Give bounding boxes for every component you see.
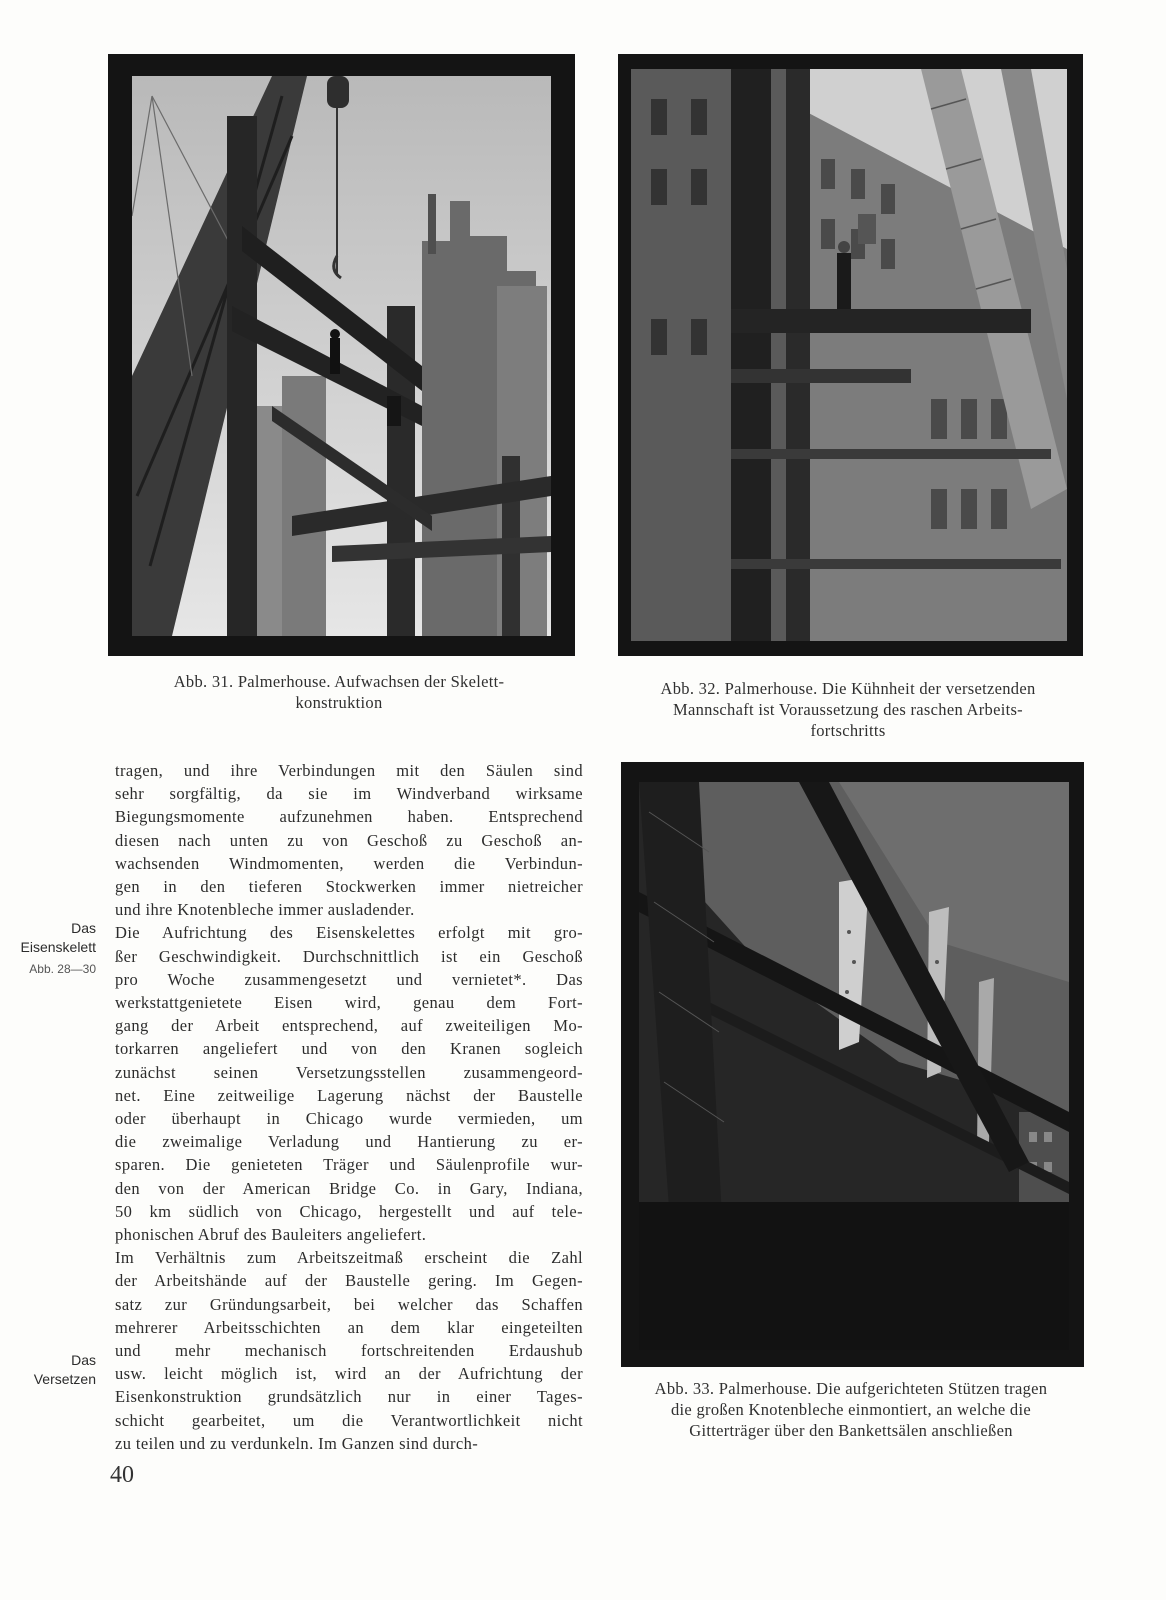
figure-31-photo <box>108 54 575 656</box>
text-line: 50 km südlich von Chicago, hergestellt und auf tele- <box>115 1201 583 1221</box>
margin-note-eisenskelett <box>21 919 96 979</box>
caption-line: Abb. 31. Palmerhouse. Aufwachsen der Skelett- <box>173 672 505 691</box>
text-line: satz zur Gründungsarbeit, bei welcher das Schaffen <box>115 1294 583 1314</box>
figure-32-caption <box>614 678 1082 741</box>
text-line: die zweimalige Verladung und Hantierung zu er- <box>115 1132 583 1152</box>
text-line: diesen nach unten zu von Geschoß zu Geschoß an- <box>115 830 583 850</box>
figure-31-image <box>132 76 551 636</box>
text-line: net. Eine zeitweilige Lagerung nächst der Baustelle <box>115 1085 583 1105</box>
text-line: der Arbeitshände auf der Baustelle gering. Im Gegen- <box>115 1271 583 1291</box>
caption-line: Mannschaft ist Voraussetzung des raschen Arbeits- <box>673 700 1023 719</box>
caption-line: die großen Knotenbleche einmontiert, an welche die <box>671 1400 1031 1419</box>
figure-33-image <box>639 782 1069 1350</box>
text-line: gang der Arbeit entsprechend, auf zweiteiligen Mo- <box>115 1016 583 1036</box>
text-line: gen in den tieferen Stockwerken immer nietreicher <box>115 877 583 897</box>
text-line: usw. leicht möglich ist, wird an der Aufrichtung der <box>115 1364 583 1384</box>
margin-note-title: Versetzen <box>33 1371 96 1387</box>
figure-31-caption <box>125 671 553 713</box>
text-line: Im Verhältnis zum Arbeitszeitmaß erscheint die Zahl <box>115 1248 583 1268</box>
figure-33-photo <box>621 762 1084 1367</box>
text-line: schicht gearbeitet, um die Verantwortlichkeit nicht <box>115 1410 583 1430</box>
text-line: sehr sorgfältig, da sie im Windverband wirksame <box>115 784 583 804</box>
figure-32-photo <box>618 54 1083 656</box>
margin-note-title: Das <box>71 920 96 936</box>
text-line: oder überhaupt in Chicago wurde vermieden, um <box>115 1109 583 1129</box>
text-line: sparen. Die genieteten Träger und Säulenprofile wur- <box>115 1155 583 1175</box>
page-number: 40 <box>110 1462 134 1488</box>
figure-32-image <box>631 69 1067 641</box>
text-line: und ihre Knotenbleche immer ausladender. <box>115 900 415 920</box>
text-line: Eisenkonstruktion grundsätzlich nur in einer Tages- <box>115 1387 583 1407</box>
caption-line: Gitterträger über den Bankettsälen anschließen <box>689 1421 1013 1440</box>
caption-line: Abb. 32. Palmerhouse. Die Kühnheit der versetzenden <box>660 679 1036 698</box>
figure-33-caption <box>617 1378 1085 1441</box>
text-line: wachsenden Windmomenten, werden die Verbindun- <box>115 853 583 873</box>
text-line: den von der American Bridge Co. in Gary, Indiana, <box>115 1178 583 1198</box>
text-line: mehrerer Arbeitsschichten an dem klar eingeteilten <box>115 1317 583 1337</box>
caption-line: fortschritts <box>810 721 886 740</box>
body-text <box>115 759 583 1455</box>
caption-line: Abb. 33. Palmerhouse. Die aufgerichteten Stützen tragen <box>654 1379 1048 1398</box>
text-line: tragen, und ihre Verbindungen mit den Säulen sind <box>115 761 583 780</box>
text-line: zu teilen und zu verdunkeln. Im Ganzen sind durch- <box>115 1433 479 1453</box>
text-line: werkstattgenietete Eisen wird, genau dem Fort- <box>115 993 583 1013</box>
caption-line: konstruktion <box>295 693 383 712</box>
text-line: und mehr mechanisch fortschreitenden Erdaushub <box>115 1341 583 1361</box>
margin-note-versetzen <box>34 1351 96 1389</box>
text-line: phonischen Abruf des Bauleiters angeliefert. <box>115 1225 427 1245</box>
text-line: torkarren angeliefert und von den Kranen sogleich <box>115 1039 583 1059</box>
text-line: pro Woche zusammengesetzt und vernietet*. Das <box>115 969 583 989</box>
text-line: Die Aufrichtung des Eisenskelettes erfolgt mit gro- <box>115 923 583 943</box>
margin-note-title: Eisenskelett <box>20 939 96 955</box>
margin-note-title: Das <box>71 1352 96 1368</box>
text-line: Biegungsmomente aufzunehmen haben. Entsprechend <box>115 807 583 827</box>
text-line: zunächst seinen Versetzungsstellen zusammengeord- <box>115 1062 583 1082</box>
text-line: ßer Geschwindigkeit. Durchschnittlich ist ein Geschoß <box>115 946 583 966</box>
margin-note-reference: Abb. 28—30 <box>29 962 96 976</box>
